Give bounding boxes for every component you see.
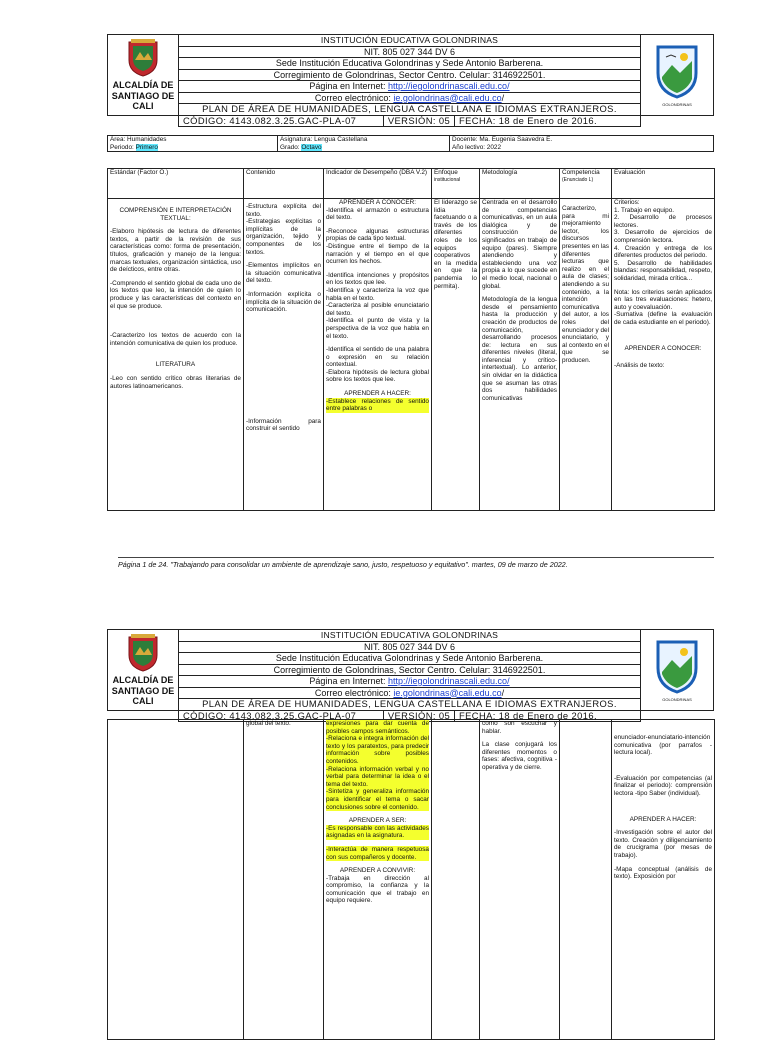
sede-line: Sede Institución Educativa Golondrinas y Sede Antonio Barberena. xyxy=(179,653,641,665)
anio-label: Año lectivo: 2022 xyxy=(452,143,502,151)
document-date: FECHA: 18 de Enero de 2016. xyxy=(455,115,641,127)
institution-name: INSTITUCIÓN EDUCATIVA GOLONDRINAS xyxy=(179,630,641,642)
page-footer: Página 1 de 24. "Trabajando para consolidar un ambiente de aprendizaje sano, justo, respetuoso y equitativo". martes, 09 de marzo de 2022. xyxy=(118,557,714,569)
info-table: Área: Humanidades Periodo: Primero Asignatura: Lengua Castellana Grado: Octavo Docente: Ma. Eugenia Saavedra E. Año lectivo: 2022 xyxy=(107,135,714,152)
school-shield-icon xyxy=(654,43,700,99)
email-line: Correo electrónico: ie.golondrinas@cali.edu.co/ xyxy=(179,92,641,104)
city-crest-icon xyxy=(126,633,160,673)
city-crest xyxy=(108,630,179,711)
plan-table-page-2 xyxy=(107,719,715,1040)
evaluacion-cell: enunciador-enunciatario-intención comunicativa (por parrafos -lectura local). -Evaluación por competencias (al finalizar el periodo): comprensión lectora -tipo Saber (individual). APRENDER A HACER: -Investigación sobre el autor del texto. Creación y diligenciamiento de crucigrama (por mesas de trabajo). -Mapa conceptual (análisis de texto). Exposición por xyxy=(612,720,715,1040)
enfoque-cell: El liderazgo se lidia facetuando o a través de los diferentes roles de los equipos cooperativos en la medida en que la pandemia lo permita). xyxy=(432,199,480,511)
col-estandar: Estándar (Factor O.) xyxy=(108,169,244,199)
web-line: Página en Internet: http://iegolondrinascali.edu.co/ xyxy=(179,676,641,688)
competencia-cell xyxy=(560,720,612,1040)
document-code: CÓDIGO: 4143.082.3.25.GAC-PLA-07 xyxy=(179,710,384,722)
contenido-cell: -Estructura explícita del texto. -Estrategias explícitas o implícitas de la organización, tejido y componentes de los textos. -Elementos implícitos en la situación comunicativa del texto. -Información explícita o implícita de la situación de comunicación. -Información para construir el sentido xyxy=(244,199,324,511)
corregimiento-line: Corregimiento de Golondrinas, Sector Centro. Celular: 3146922501. xyxy=(179,664,641,676)
school-logo-text: GOLONDRINAS xyxy=(662,101,692,107)
institution-name: INSTITUCIÓN EDUCATIVA GOLONDRINAS xyxy=(179,35,641,47)
indicador-cell: expresiones para dar cuenta de posibles campos semánticos. -Relaciona e integra información del texto y los paratextos, para predecir información sobre posibles contenidos. -Relaciona información verbal y no verbal para determinar la idea o el tema del texto. -Sintetiza y generaliza información para identificar el tema o sacar conclusiones sobre el contenido. APRENDER A SER: -Es responsable con las actividades asignadas en la asignatura. -Interactúa de manera respetuosa con sus compañeros y docente. APRENDER A CONVIVIR: -Trabaja en dirección al compromiso, la confianza y la comunicación que el trabajo en equipo requiere. xyxy=(324,720,432,1040)
competencia-cell: Caracterizo, para mi mejoramiento lector, los discursos presentes en las diferentes lecturas que realizo en el aula de clases; atendiendo a su contenido, a la intención comunicativa del autor, a los roles del enunciador y del enunciatario, y al contexto en el que se producen. xyxy=(560,199,612,511)
docente-label: Docente: Ma. Eugenia Saavedra E. xyxy=(452,136,553,143)
school-shield-icon xyxy=(654,638,700,694)
periodo-value: Primero xyxy=(135,143,158,151)
city-crest-icon xyxy=(126,38,160,78)
estandar-cell: COMPRENSIÓN E INTERPRETACIÓN TEXTUAL: -Elaboro hipótesis de lectura de diferentes textos, a partir de la revisión de sus características como: forma de presentación, títulos, graficación y manejo de la lengua: marcas textuales, organización sintáctica, uso de deícticos, entre otras. -Comprendo el sentido global de cada uno de los textos que leo, la intención de quien lo produce y las características del contexto en el que se produce. -Caracterizo los textos de acuerdo con la intención comunicativa de quien los produce. LITERATURA -Leo con sentido crítico obras literarias de autores latinoamericanos. xyxy=(108,199,244,511)
web-line: Página en Internet: http://iegolondrinascali.edu.co/ xyxy=(179,81,641,93)
plan-table-page-1 xyxy=(107,168,715,511)
school-logo xyxy=(641,630,714,711)
document-version: VERSIÓN: 05 xyxy=(384,710,455,722)
email-link[interactable]: ie.golondrinas@cali.edu.co xyxy=(393,687,502,698)
website-link[interactable]: http://iegolondrinascali.edu.co/ xyxy=(387,81,510,91)
school-logo-text: GOLONDRINAS xyxy=(662,696,692,702)
plan-title: PLAN DE ÁREA DE HUMANIDADES, LENGUA CASTELLANA E IDIOMAS EXTRANJEROS. xyxy=(179,699,641,711)
document-header xyxy=(107,34,714,127)
estandar-cell xyxy=(108,720,244,1040)
contenido-cell: global del texto. xyxy=(244,720,324,1040)
col-contenido: Contenido xyxy=(244,169,324,199)
school-logo xyxy=(641,35,714,116)
metodologia-cell: como son escuchar y hablar. La clase conjugará los diferentes momentos o fases: afectiva, cognitiva -operativa y de cierre. xyxy=(480,720,560,1040)
document-header-page-2 xyxy=(107,629,714,722)
indicador-cell: APRENDER A CONOCER: -Identifica el armazón o estructura del texto. -Reconoce algunas estructuras propias de cada tipo textual. -Distingue entre el tiempo de la narración y el tiempo en el que ocurren los hechos. -Identifica intenciones y propósitos en los textos que lee. -Identifica y caracteriza la voz que habla en el texto. -Caracteriza al posible enunciatario del texto. -Identifica el punto de vista y la perspectiva de la voz que habla en el texto. -Identifica el sentido de una palabra o expresión en su relación contextual. -Elabora hipótesis de lectura global sobre los textos que lee. APRENDER A HACER: -Establece relaciones de sentido entre palabras o xyxy=(324,199,432,511)
crest-caption: ALCALDÍA DE SANTIAGO DE CALI xyxy=(111,80,175,112)
email-link[interactable]: ie.golondrinas@cali.edu.co xyxy=(393,92,502,103)
area-label: Área: Humanidades xyxy=(110,136,167,143)
evaluacion-cell: Criterios: 1. Trabajo en equipo. 2. Desarrollo de procesos lectores. 3. Desarrollo de ejercicios de comprensión lectora. 4. Creación y entrega de los diferentes productos del periodo. 5. Desarrollo de habilidades blandas: responsabilidad, respeto, solidaridad, mirada crítica... Nota: los criterios serán aplicados en las tres evaluaciones: hetero, auto y coevaluación. -Sumativa (define la evaluación de cada estudiante en el periodo). APRENDER A CONOCER: -Análisis de texto: xyxy=(612,199,715,511)
metodologia-cell: Centrada en el desarrollo de competencias comunicativas, en un aula dialógica y de construcción de significados en trabajo de equipo (pares). Siempre atendiendo y estableciendo una voz propia a lo que sucede en el medio local, nacional o global. Metodología de la lengua desde el pensamiento hasta la producción y creación de productos de comunicación, desarrollando procesos de: lectura en sus diferentes niveles (literal, inferencial y crítico-intertextual). Lo anterior, sin olvidar en la didáctica que se asuman las otras dos habilidades comunicativas xyxy=(480,199,560,511)
document-version: VERSIÓN: 05 xyxy=(384,115,455,127)
nit-line: NIT. 805 027 344 DV 6 xyxy=(179,641,641,653)
city-crest xyxy=(108,35,179,116)
sede-line: Sede Institución Educativa Golondrinas y Sede Antonio Barberena. xyxy=(179,58,641,70)
corregimiento-line: Corregimiento de Golondrinas, Sector Centro. Celular: 3146922501. xyxy=(179,69,641,81)
enfoque-cell xyxy=(432,720,480,1040)
col-competencia: Competencia (Enunciado L) xyxy=(560,169,612,199)
email-line: Correo electrónico: ie.golondrinas@cali.edu.co/ xyxy=(179,687,641,699)
document-date: FECHA: 18 de Enero de 2016. xyxy=(455,710,641,722)
crest-caption: ALCALDÍA DE SANTIAGO DE CALI xyxy=(111,675,175,707)
website-link[interactable]: http://iegolondrinascali.edu.co/ xyxy=(387,676,510,686)
col-indicador: Indicador de Desempeño (DBA V.2) xyxy=(324,169,432,199)
col-metodologia: Metodología xyxy=(480,169,560,199)
asignatura-label: Asignatura: Lengua Castellana xyxy=(280,136,368,143)
nit-line: NIT. 805 027 344 DV 6 xyxy=(179,46,641,58)
plan-title: PLAN DE ÁREA DE HUMANIDADES, LENGUA CASTELLANA E IDIOMAS EXTRANJEROS. xyxy=(179,104,641,116)
col-evaluacion: Evaluación xyxy=(612,169,715,199)
col-enfoque: Enfoque institucional xyxy=(432,169,480,199)
document-code: CÓDIGO: 4143.082.3.25.GAC-PLA-07 xyxy=(179,115,384,127)
grado-value: Octavo xyxy=(301,143,322,151)
